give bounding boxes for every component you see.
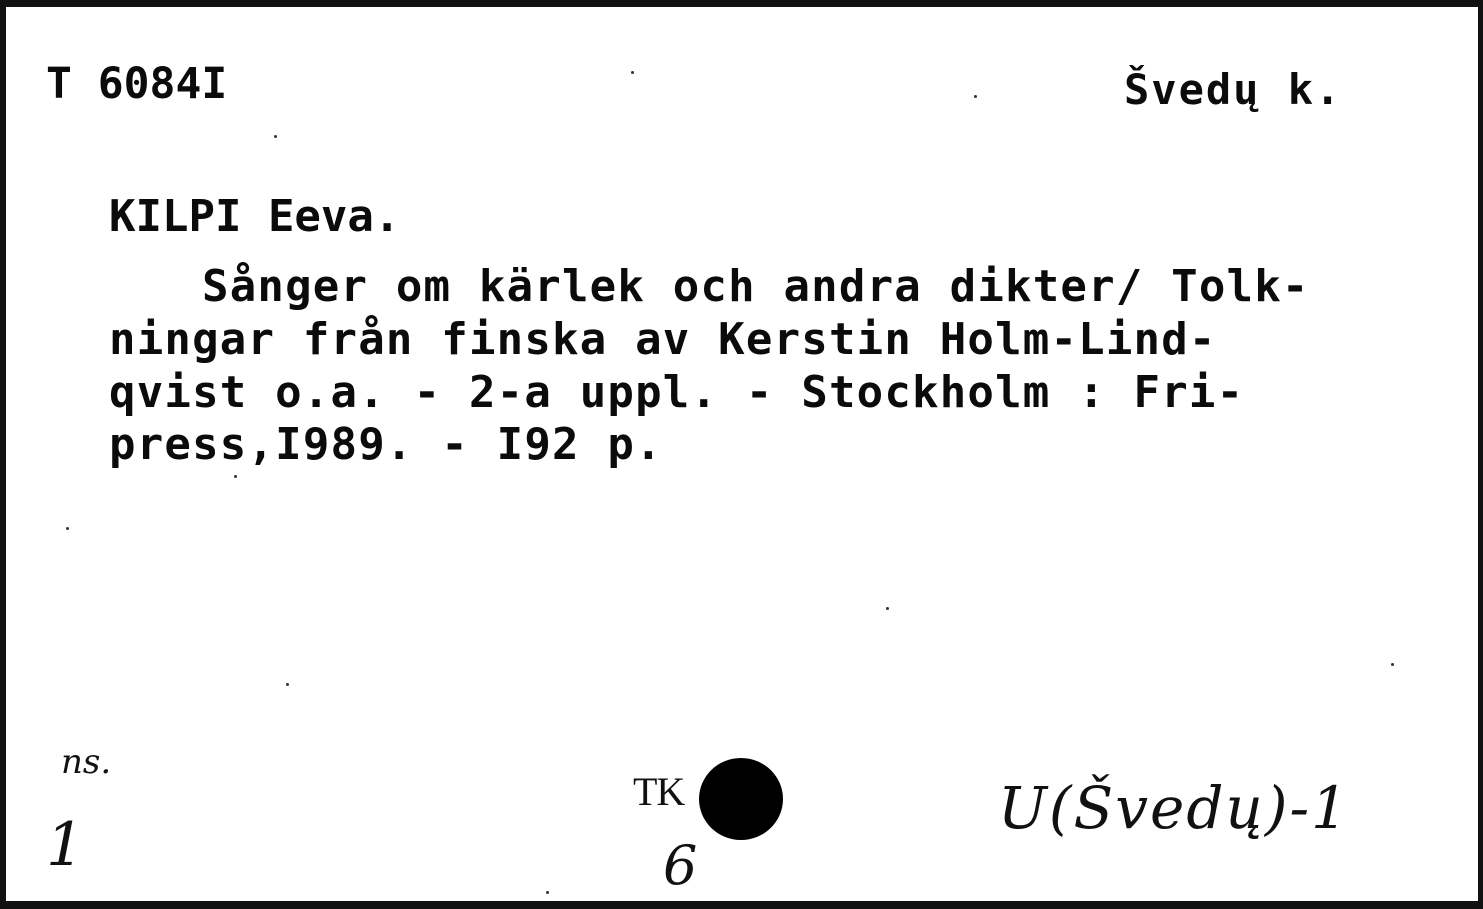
description-line: qvist o.a. - 2-a uppl. - Stockholm : Fri- <box>109 367 1245 418</box>
scan-speck <box>974 95 977 98</box>
scan-speck <box>274 135 277 138</box>
tk-stamp: TK <box>633 769 685 814</box>
handwritten-shelf-mark: U(Švedų)-1 <box>998 774 1350 842</box>
description-line: press,I989. - I92 p. <box>109 419 663 470</box>
handwritten-ns-note: ns. <box>61 742 112 782</box>
scan-speck <box>886 607 889 610</box>
call-number: T 6084I <box>46 59 228 109</box>
scan-speck <box>234 475 237 478</box>
punched-hole <box>699 758 783 840</box>
author-heading: KILPI Eeva. <box>109 191 401 242</box>
collection-label: Švedų k. <box>1124 65 1343 114</box>
handwritten-copy-number: 1 <box>46 810 85 880</box>
scan-speck <box>546 891 549 894</box>
description-line: Sånger om kärlek och andra dikter/ Tolk- <box>202 261 1310 312</box>
scan-speck <box>286 683 289 686</box>
handwritten-stamp-number: 6 <box>663 834 698 897</box>
scan-speck <box>631 71 634 74</box>
scan-speck <box>66 527 69 530</box>
description-line: ningar från finska av Kerstin Holm-Lind- <box>109 314 1217 365</box>
scan-speck <box>1391 663 1394 666</box>
